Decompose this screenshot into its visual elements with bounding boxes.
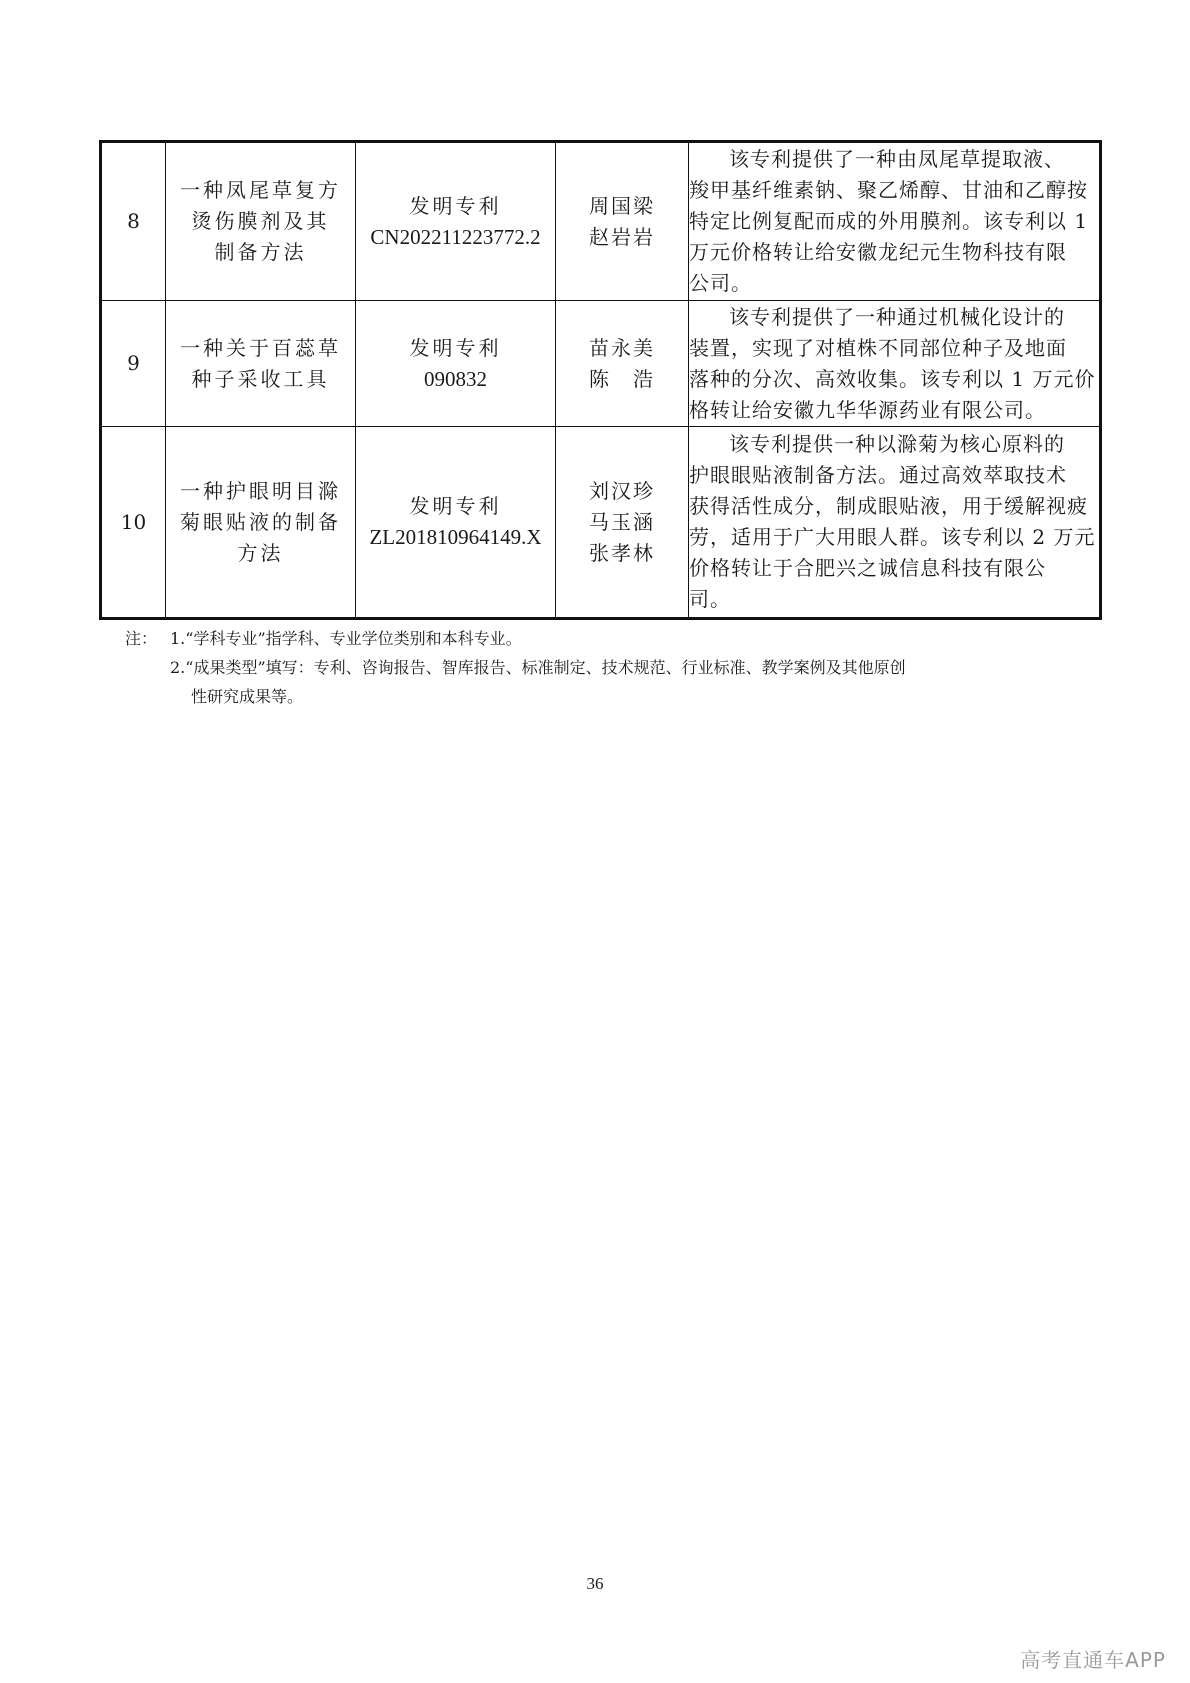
description-line: 护眼眼贴液制备方法。通过高效萃取技术 — [689, 463, 1067, 487]
patent-name-line: 种子采收工具 — [191, 366, 330, 391]
author-name: 陈 浩 — [589, 366, 655, 391]
author-name: 周国梁 — [589, 193, 655, 218]
author-name: 苗永美 — [589, 335, 655, 360]
author-name: 赵岩岩 — [589, 224, 655, 249]
note-item: 2.“成果类型”填写：专利、咨询报告、智库报告、标准制定、技术规范、行业标准、教学案例及其他原创 — [170, 658, 906, 677]
description-line: 司。 — [689, 587, 731, 611]
description-line: 获得活性成分，制成眼贴液，用于缓解视疲 — [689, 494, 1088, 518]
patent-name — [166, 301, 356, 427]
patent-code: 090832 — [424, 366, 487, 391]
note-line — [125, 624, 906, 653]
page-number: 36 — [586, 1574, 604, 1593]
description-line: 劳，适用于广大用眼人群。该专利以 2 万元 — [689, 525, 1096, 549]
patent-type — [356, 142, 556, 301]
description-line: 装置，实现了对植株不同部位种子及地面 — [689, 335, 1067, 360]
patent-name-line: 烫伤膜剂及其 — [191, 209, 330, 233]
author-name: 马玉涵 — [589, 509, 655, 534]
row-number: 10 — [101, 427, 166, 619]
patent-type-label: 发明专利 — [409, 335, 502, 360]
description-line: 万元价格转让给安徽龙纪元生物科技有限 — [689, 240, 1067, 264]
patent-name — [166, 427, 356, 619]
description-line: 公司。 — [689, 271, 752, 295]
note-line — [125, 682, 906, 711]
patent-code: CN202211223772.2 — [370, 224, 541, 249]
table-row — [101, 142, 1101, 301]
patent-authors — [556, 427, 689, 619]
patent-type — [356, 301, 556, 427]
description-line: 该专利提供一种以滁菊为核心原料的 — [729, 432, 1065, 456]
description-line: 该专利提供了一种由凤尾草提取液、 — [729, 147, 1065, 171]
patent-type-label: 发明专利 — [409, 193, 502, 218]
patent-name-line: 一种凤尾草复方 — [180, 178, 341, 202]
description-line: 特定比例复配而成的外用膜剂。该专利以 1 — [689, 209, 1089, 233]
patent-name-line: 一种护眼明目滁 — [180, 478, 341, 503]
note-line — [125, 653, 906, 682]
notes-label: 注： — [125, 629, 158, 648]
patent-name-line: 一种关于百蕊草 — [180, 335, 341, 360]
description-line: 羧甲基纤维素钠、聚乙烯醇、甘油和乙醇按 — [689, 178, 1088, 202]
patent-name-line: 菊眼贴液的制备 — [180, 509, 341, 534]
patent-name — [166, 142, 356, 301]
description-line: 该专利提供了一种通过机械化设计的 — [729, 304, 1065, 329]
patent-authors — [556, 301, 689, 427]
author-name: 刘汉珍 — [589, 478, 655, 503]
table-row — [101, 427, 1101, 619]
patent-authors — [556, 142, 689, 301]
watermark: 高考直通车APP — [1020, 1648, 1166, 1672]
patent-name-line: 方法 — [237, 540, 284, 565]
row-number: 8 — [101, 142, 166, 301]
author-name: 张孝林 — [589, 540, 655, 565]
patent-description — [689, 427, 1101, 619]
patent-description — [689, 301, 1101, 427]
table-notes — [125, 624, 906, 711]
note-continuation: 性研究成果等。 — [191, 687, 304, 706]
patent-name-line: 制备方法 — [214, 240, 307, 264]
description-line: 格转让给安徽九华华源药业有限公司。 — [689, 397, 1046, 422]
patent-type-label: 发明专利 — [409, 494, 502, 518]
patent-table — [99, 140, 1102, 620]
description-line: 价格转让于合肥兴之诚信息科技有限公 — [689, 556, 1046, 580]
patent-description — [689, 142, 1101, 301]
row-number: 9 — [101, 301, 166, 427]
patent-code: ZL201810964149.X — [369, 525, 542, 549]
description-line: 落种的分次、高效收集。该专利以 1 万元价 — [689, 366, 1096, 391]
note-item: 1.“学科专业”指学科、专业学位类别和本科专业。 — [170, 629, 522, 648]
patent-type — [356, 427, 556, 619]
table-row — [101, 301, 1101, 427]
